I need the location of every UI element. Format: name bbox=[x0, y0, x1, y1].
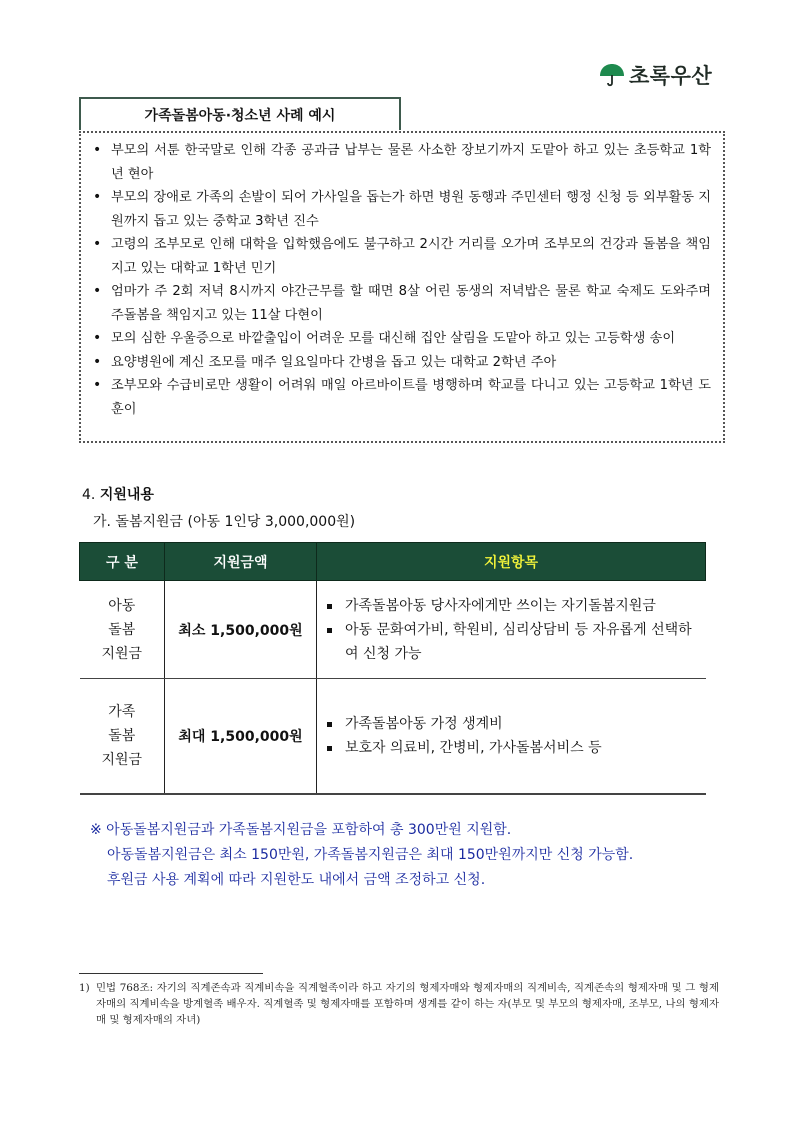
support-item: 가족돌봄아동 가정 생계비 bbox=[325, 712, 705, 736]
row-items bbox=[317, 679, 706, 795]
section-number: 4. bbox=[82, 487, 96, 503]
table-header-row bbox=[80, 543, 706, 581]
case-example-item: • 부모의 장애로 가족의 손발이 되어 가사일을 돕는가 하면 병원 동행과 주민센터 행정 신청 등 외부활동 지원까지 돕고 있는 중학교 3학년 진수 bbox=[91, 186, 711, 233]
support-note bbox=[90, 818, 633, 893]
row-category bbox=[80, 679, 165, 795]
category-line: 가족 bbox=[108, 704, 136, 720]
case-example-item: • 요양병원에 계신 조모를 매주 일요일마다 간병을 돕고 있는 대학교 2학년 주아 bbox=[91, 351, 711, 375]
category-line: 돌봄 bbox=[108, 621, 136, 638]
brand-logo bbox=[598, 60, 712, 90]
category-line: 지원금 bbox=[101, 645, 143, 662]
case-example-item: • 고령의 조부모로 인해 대학을 입학했음에도 불구하고 2시간 거리를 오가며 조부모의 건강과 돌봄을 책임지고 있는 대학교 1학년 민기 bbox=[91, 233, 711, 280]
case-example-item: • 부모의 서툰 한국말로 인해 각종 공과금 납부는 물론 사소한 장보기까지 도맡아 하고 있는 초등학교 1학년 현아 bbox=[91, 139, 711, 186]
case-examples-list bbox=[91, 139, 711, 421]
case-examples-box bbox=[79, 131, 725, 443]
header-category: 구 분 bbox=[80, 543, 165, 581]
header-amount: 지원금액 bbox=[165, 543, 317, 581]
umbrella-icon bbox=[598, 61, 626, 89]
support-item: 가족돌봄아동 당사자에게만 쓰이는 자기돌봄지원금 bbox=[325, 594, 705, 618]
section-heading bbox=[82, 484, 154, 504]
row-items bbox=[317, 581, 706, 679]
case-examples-title: 가족돌봄아동·청소년 사례 예시 bbox=[79, 97, 401, 130]
footnote-number: 1) bbox=[79, 982, 90, 994]
note-line: 아동돌봄지원금은 최소 150만원, 가족돌봄지원금은 최대 150만원까지만 신청 가능함. bbox=[107, 847, 634, 863]
table-row bbox=[80, 679, 706, 795]
section-subtitle: 가. 돌봄지원금 (아동 1인당 3,000,000원) bbox=[93, 514, 356, 530]
category-line: 돌봄 bbox=[108, 728, 136, 744]
category-line: 지원금 bbox=[101, 752, 143, 768]
support-table bbox=[79, 542, 706, 795]
case-example-item: • 엄마가 주 2회 저녁 8시까지 야간근무를 할 때면 8살 어린 동생의 저녁밥은 물론 학교 숙제도 도와주며 주돌봄을 책임지고 있는 11살 다현이 bbox=[91, 280, 711, 327]
row-amount: 최대 1,500,000원 bbox=[165, 679, 317, 795]
row-category bbox=[80, 581, 165, 679]
support-item: 아동 문화여가비, 학원비, 심리상담비 등 자유롭게 선택하여 신청 가능 bbox=[325, 618, 705, 666]
note-line: ※ 아동돌봄지원금과 가족돌봄지원금을 포함하여 총 300만원 지원함. bbox=[90, 822, 512, 838]
footnote bbox=[79, 980, 719, 1028]
note-line: 후원금 사용 계획에 따라 지원한도 내에서 금액 조정하고 신청. bbox=[107, 872, 486, 888]
table-row bbox=[80, 581, 706, 679]
category-line: 아동 bbox=[108, 597, 136, 614]
support-item: 보호자 의료비, 간병비, 가사돌봄서비스 등 bbox=[325, 736, 705, 760]
logo-text: 초록우산 bbox=[629, 64, 713, 88]
case-example-item: • 조부모와 수급비로만 생활이 어려워 매일 아르바이트를 병행하며 학교를 다니고 있는 고등학교 1학년 도훈이 bbox=[91, 374, 711, 421]
footnote-text: 민법 768조: 자기의 직계존속과 직계비속을 직계혈족이라 하고 자기의 형제자매와 형제자매의 직계비속, 직계존속의 형제자매 및 그 형제자매의 직계비속을 방계혈족 배우자. 직계혈족 및 형제자매를 포함하며 생계를 같이 하는 자(부모 및 부모의 형제자매, 조부모, 나의 형제자매 및 형제자매의 자녀) bbox=[96, 982, 719, 1026]
row-amount: 최소 1,500,000원 bbox=[165, 581, 317, 679]
case-example-item: • 모의 심한 우울증으로 바깥출입이 어려운 모를 대신해 집안 살림을 도맡아 하고 있는 고등학생 송이 bbox=[91, 327, 711, 351]
section-title: 지원내용 bbox=[99, 487, 154, 503]
footnote-divider bbox=[79, 973, 263, 974]
header-items: 지원항목 bbox=[317, 543, 706, 581]
